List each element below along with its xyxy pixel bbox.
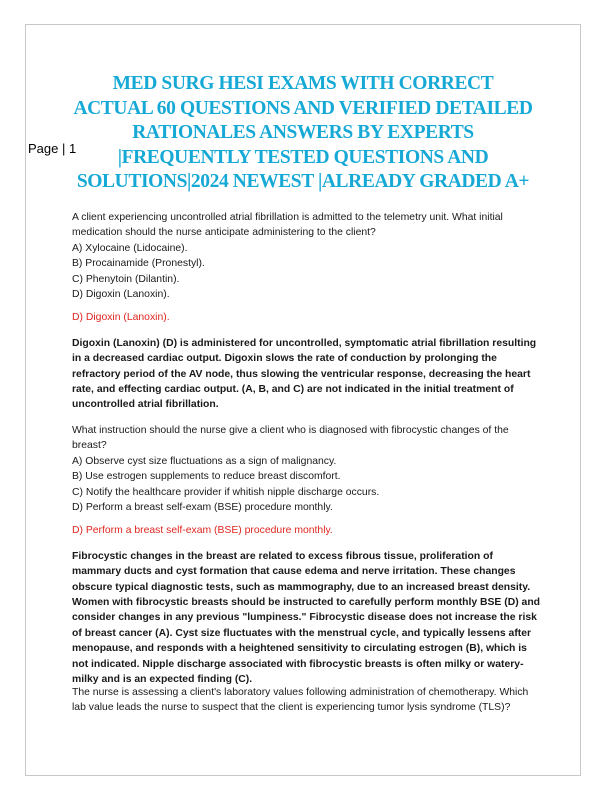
option-b: B) Use estrogen supplements to reduce breast discomfort. (72, 471, 341, 483)
option-c: C) Notify the healthcare provider if whitish nipple discharge occurs. (72, 486, 380, 498)
title-line: SOLUTIONS|2024 NEWEST |ALREADY GRADED A+ (76, 171, 530, 192)
option-c: C) Phenytoin (Dilantin). (72, 273, 180, 285)
title-line: ACTUAL 60 QUESTIONS AND VERIFIED DETAILED (73, 97, 533, 119)
page-number-label: Page | 1 (28, 141, 77, 156)
rationale: Digoxin (Lanoxin) (D) is administered for uncontrolled, symptomatic atrial fibrillation resulting in a decreased cardiac output. Digoxin slows the rate of conduction by prolonging the refractory period of the AV node, thus slowing the ventricular response, decreasing the heart rate, and effecting cardiac output. (A, B, and C) are not indicated in the initial treatment of uncontrolled atrial fibrillation. (72, 337, 537, 411)
correct-answer: D) Perform a breast self-exam (BSE) procedure monthly. (72, 525, 333, 537)
question-2 (72, 423, 542, 688)
question-stem: What instruction should the nurse give a client who is diagnosed with fibrocystic changes of the breast? (72, 424, 509, 452)
option-a: A) Observe cyst size fluctuations as a sign of malignancy. (72, 455, 337, 467)
question-stem: The nurse is assessing a client's laboratory values following administration of chemotherapy. Which lab value leads the nurse to suspect that the client is experiencing tumor lysis syndrome (TLS)? (72, 687, 529, 714)
title-line: |FREQUENTLY TESTED QUESTIONS AND (117, 146, 489, 168)
option-a: A) Xylocaine (Lidocaine). (72, 242, 188, 254)
option-b: B) Procainamide (Pronestyl). (72, 258, 205, 270)
rationale: Fibrocystic changes in the breast are related to excess fibrous tissue, proliferation of mammary ducts and cyst formation that cause edema and nerve irritation. These changes obscure typical diagnostic tests, such as mammography, due to an increased breast density. Women with fibrocystic breasts should be instructed to carefully perform monthly BSE (D) and consider changes in any previous "lumpiness." Fibrocystic disease does not increase the risk of breast cancer (A). Cyst size fluctuates with the menstrual cycle, and typically lessens after menopause, and responds with a heightened sensitivity to circulating estrogen (B), which is not indicated. Nipple discharge associated with fibrocystic breasts is often milky or watery-milky and is an expected finding (C). (72, 550, 541, 685)
option-d: D) Perform a breast self-exam (BSE) procedure monthly. (72, 501, 333, 513)
question-3 (72, 685, 542, 716)
title-line: RATIONALES ANSWERS BY EXPERTS (132, 122, 474, 143)
option-d: D) Digoxin (Lanoxin). (72, 289, 170, 301)
question-stem: A client experiencing uncontrolled atrial fibrillation is admitted to the telemetry unit. What initial medication should the nurse anticipate administering to the client? (72, 212, 503, 239)
question-1 (72, 210, 542, 413)
document-body (72, 210, 542, 697)
title-line: MED SURG HESI EXAMS WITH CORRECT (112, 73, 494, 94)
document-title (60, 72, 546, 195)
correct-answer: D) Digoxin (Lanoxin). (72, 312, 170, 324)
